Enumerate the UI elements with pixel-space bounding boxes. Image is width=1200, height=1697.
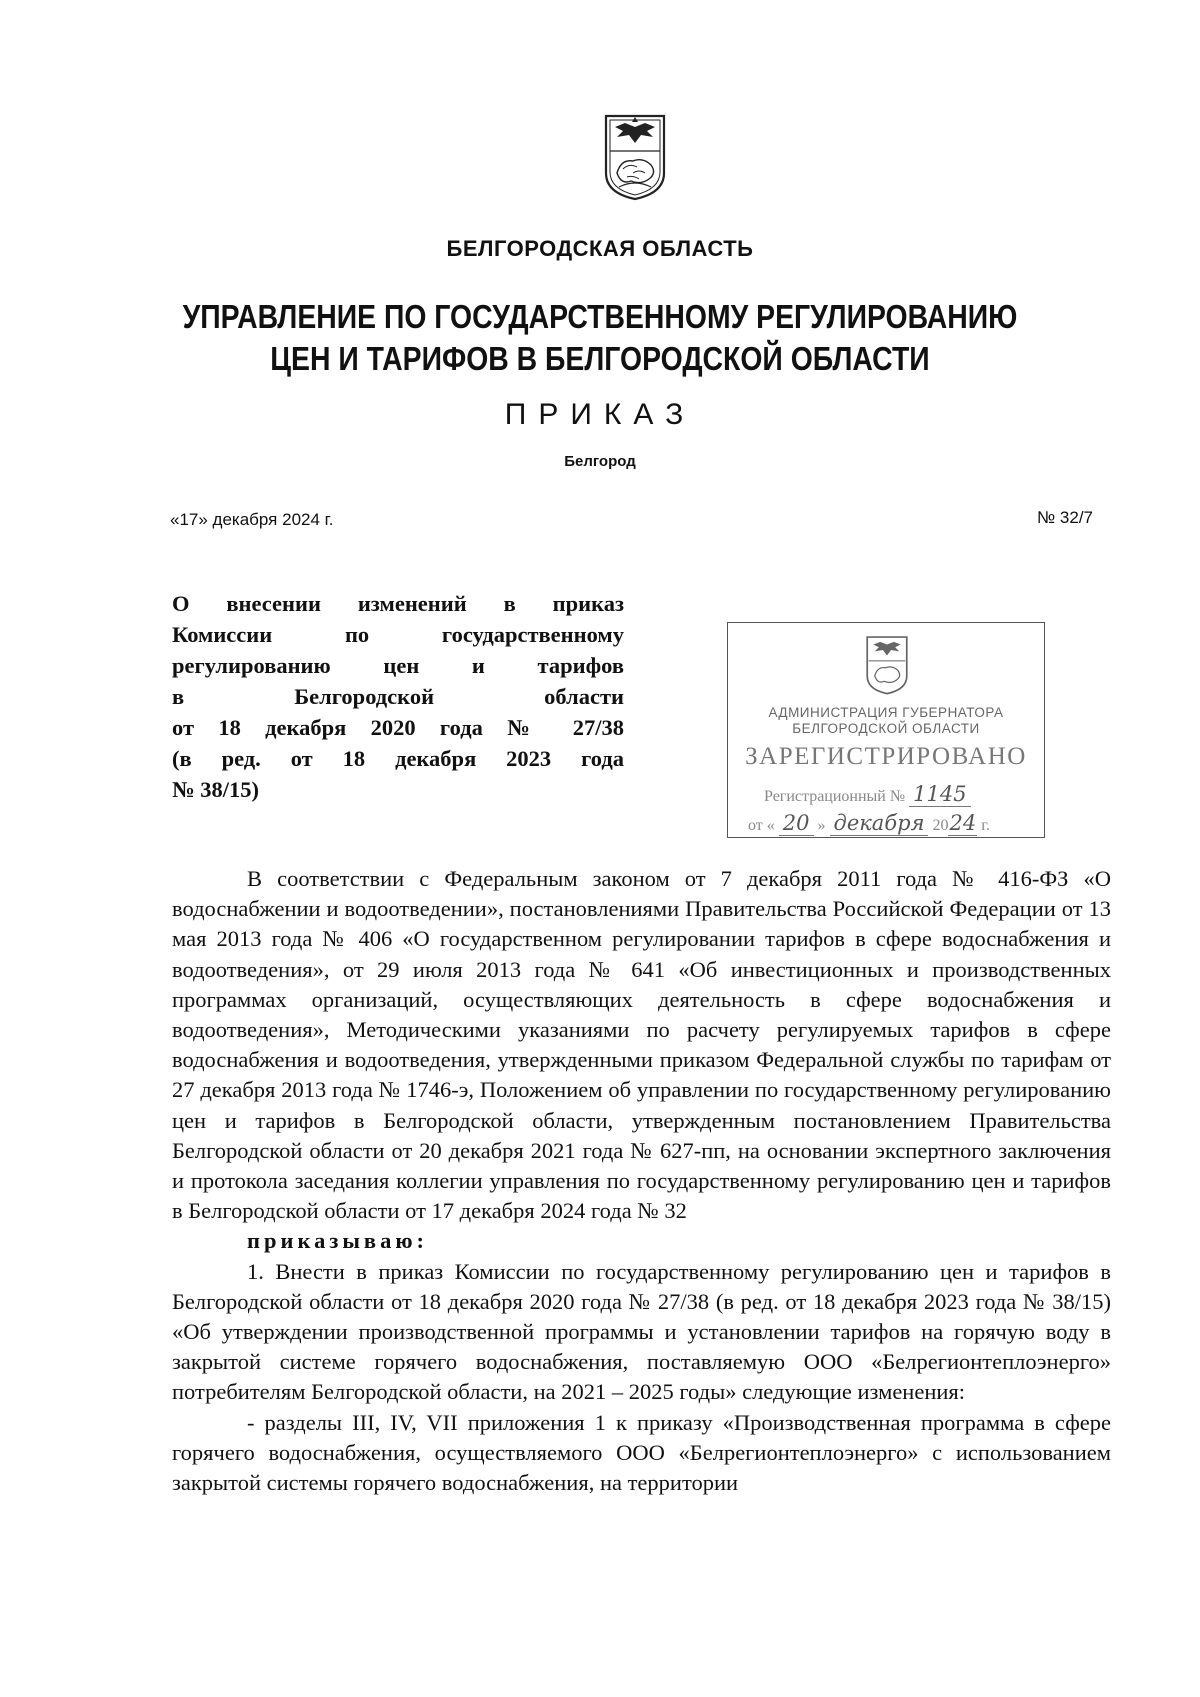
stamp-org-line-1: АДМИНИСТРАЦИЯ ГУБЕРНАТОРА — [768, 705, 1004, 720]
subject-line: Комиссии по государственному — [172, 622, 624, 647]
stamp-date-day: 20 — [779, 811, 814, 836]
document-body — [172, 864, 1111, 1498]
subject-line: от 18 декабря 2020 года № 27/38 — [172, 715, 624, 740]
item-1-subparagraph: - разделы III, IV, VII приложения 1 к приказу «Производственная программа в сфере горячего водоснабжения, осуществляемого ООО «Белрегионтеплоэнерго» с использованием закрытой системы горячего водоснабжения, на территории — [172, 1409, 1111, 1496]
stamp-org-line-2: БЕЛГОРОДСКОЙ ОБЛАСТИ — [792, 721, 980, 736]
preamble-text: В соответствии с Федеральным законом от 7 декабря 2011 года № 416-ФЗ «О водоснабжении и водоотведении», постановлениями Правительства Российской Федерации от 13 мая 2013 года № 406 «О государственном регулировании тарифов в сфере водоснабжения и водоотведения», от 29 июля 2013 года № 641 «Об инвестиционных и производственных программах организаций, осуществляющих деятельность в сфере водоснабжения и водоотведения», Методическими указаниями по расчету регулируемых тарифов в сфере водоснабжения и водоотведения, утвержденными приказом Федеральной службы по тарифам от 27 декабря 2013 года № 1746-э, Положением об управлении по государственному регулированию цен и тарифов в Белгородской области, утвержденным постановлением Правительства Белгородской области от 20 декабря 2021 года № 627-пп, на основании экспертного заключения и протокола заседания коллегии управления по государственному регулированию цен и тарифов в Белгородской области от 17 декабря 2024 года № 32 — [172, 866, 1111, 1224]
agency-name — [84, 296, 1116, 380]
stamp-registration-number — [764, 782, 971, 806]
subject-line: О внесении изменений в приказ — [172, 591, 624, 616]
stamp-organization — [728, 705, 1044, 737]
document-date: «17» декабря 2024 г. — [170, 510, 334, 529]
subject-line: (в ред. от 18 декабря 2023 года — [172, 746, 624, 771]
agency-name-line-2: ЦЕН И ТАРИФОВ В БЕЛГОРОДСКОЙ ОБЛАСТИ — [270, 340, 930, 377]
stamp-date-year: 24 — [949, 811, 977, 835]
agency-name-line-1: УПРАВЛЕНИЕ ПО ГОСУДАРСТВЕННОМУ РЕГУЛИРОВАНИЮ — [182, 298, 1018, 335]
stamp-registered-label: ЗАРЕГИСТРИРОВАНО — [745, 743, 1027, 770]
region-name: БЕЛГОРОДСКАЯ ОБЛАСТЬ — [446, 236, 754, 261]
stamp-reg-number-handwritten: 1145 — [909, 782, 970, 807]
stamp-date-suffix: г. — [981, 817, 990, 834]
city: Белгород — [564, 453, 636, 470]
stamp-date-year-prefix: 20 — [932, 817, 949, 834]
coat-of-arms-emblem — [603, 113, 667, 201]
order-word: приказываю: — [247, 1228, 429, 1254]
registration-stamp — [727, 622, 1045, 838]
document-type: ПРИКАЗ — [504, 398, 696, 431]
item-1-paragraph: 1. Внести в приказ Комиссии по государственному регулированию цен и тарифов в Белгородской области от 18 декабря 2020 года № 27/38 (в ред. от 18 декабря 2023 года № 38/15) «Об утверждении производственной программы и установлении тарифов на горячую воду в закрытой системе горячего водоснабжения, поставляемую ООО «Белрегионтеплоэнерго» потребителям Белгородской области, на 2021 – 2025 годы» следующие изменения: — [172, 1258, 1111, 1405]
stamp-emblem-icon — [865, 635, 909, 695]
document-number: № 32/7 — [1036, 508, 1093, 527]
subject-line: № 38/15) — [172, 777, 259, 802]
stamp-date-mid: » — [817, 817, 826, 834]
stamp-registration-date — [748, 811, 990, 835]
document-subject — [172, 588, 624, 805]
subject-line: в Белгородской области — [172, 684, 624, 709]
subject-line: регулированию цен и тарифов — [172, 653, 624, 678]
stamp-reg-label: Регистрационный № — [764, 788, 906, 805]
stamp-date-month: декабря — [830, 811, 929, 836]
preamble-paragraph — [172, 864, 1111, 1257]
stamp-date-prefix: от « — [748, 817, 775, 834]
